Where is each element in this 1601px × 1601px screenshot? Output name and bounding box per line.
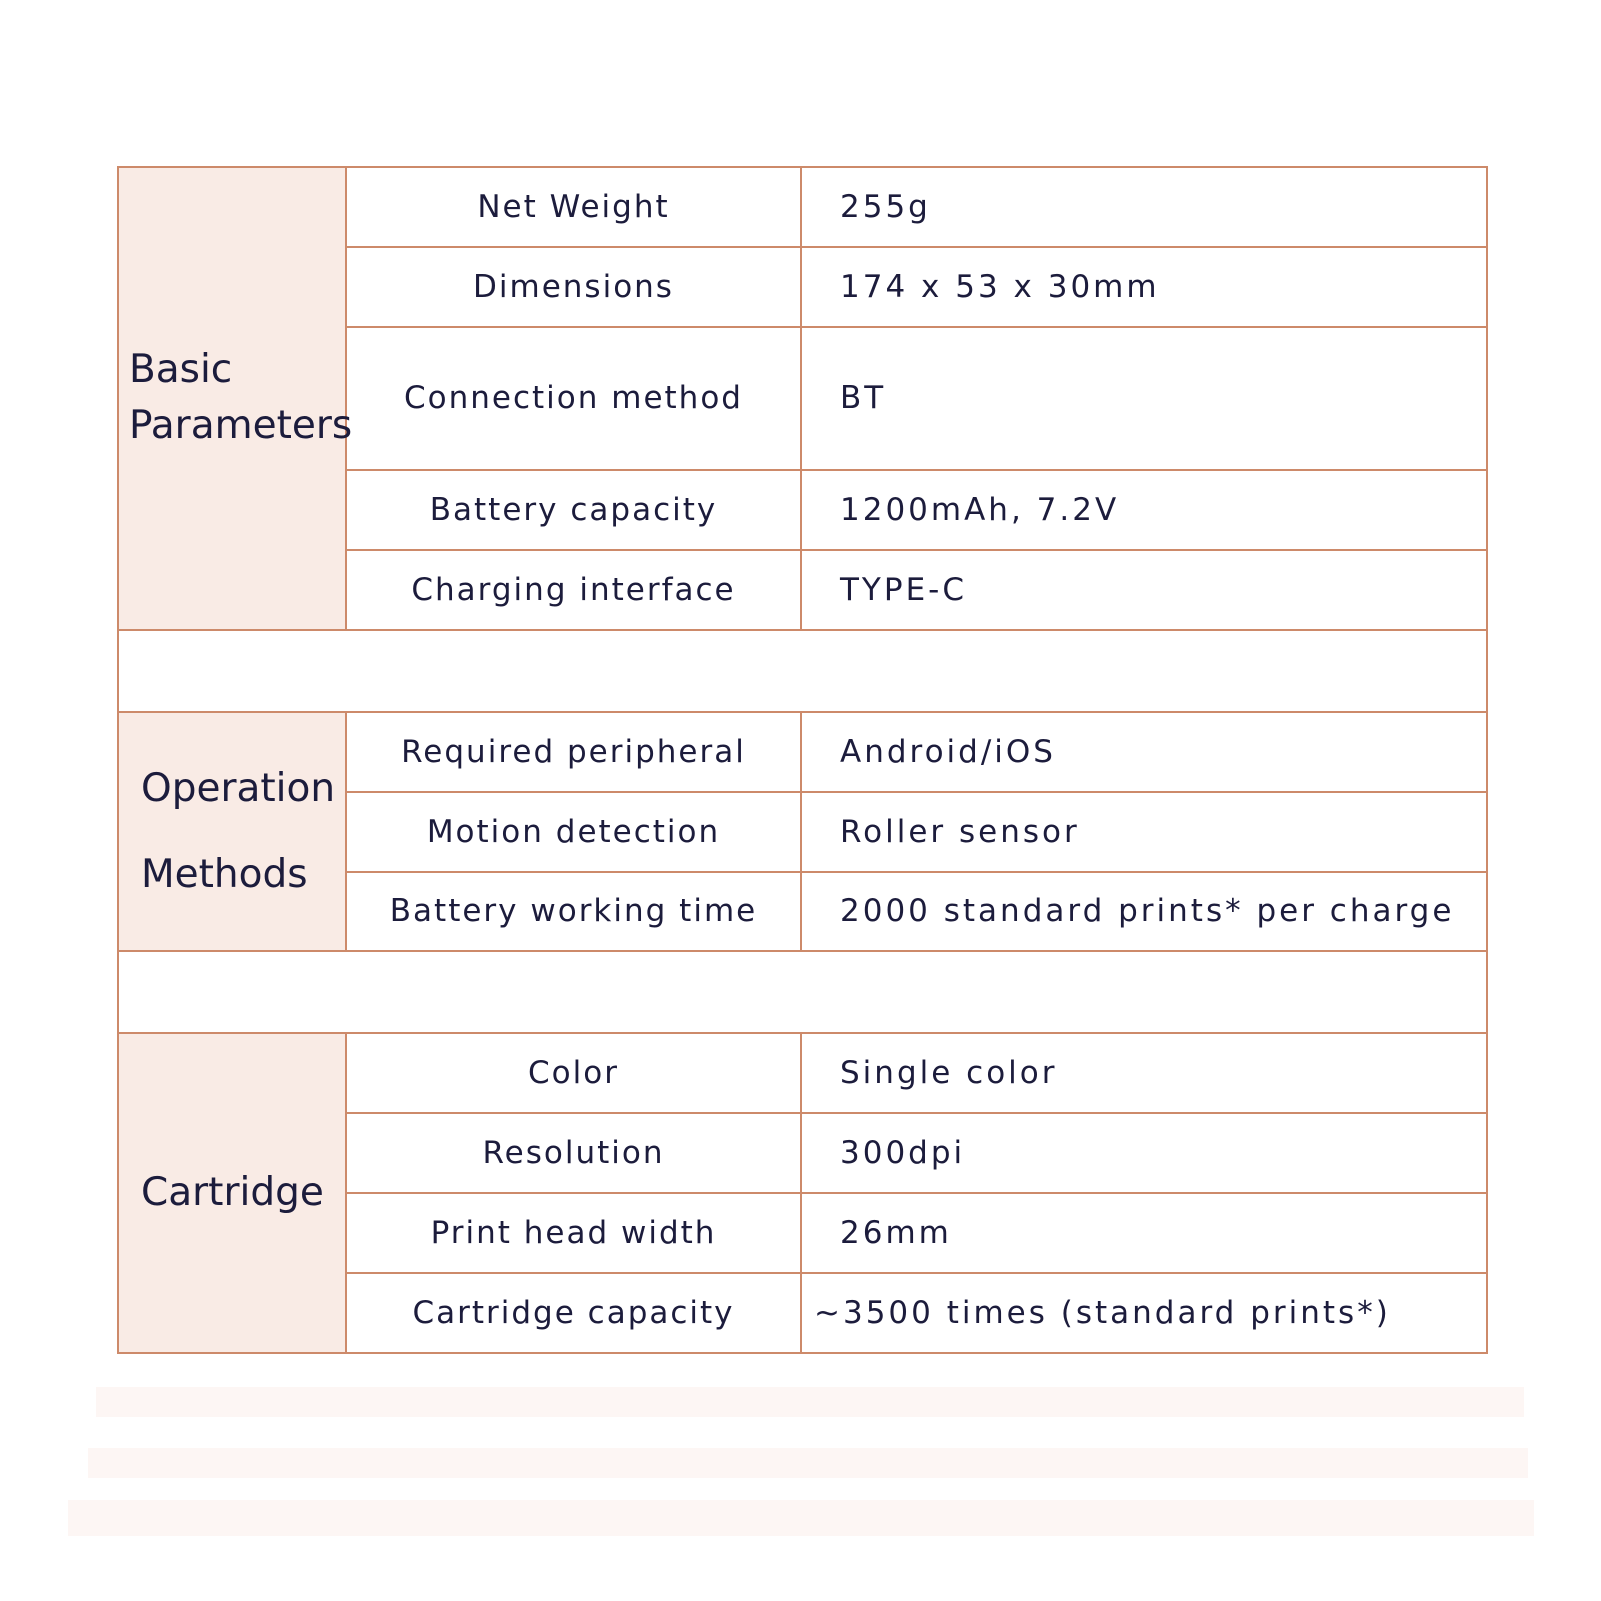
empty-cell <box>118 951 1487 1033</box>
decorative-band <box>88 1448 1528 1478</box>
spec-value: 174 x 53 x 30mm <box>801 247 1487 327</box>
spec-value: 255g <box>801 167 1487 247</box>
spec-label: Connection method <box>346 327 801 470</box>
spec-label: Color <box>346 1033 801 1113</box>
spec-value: Roller sensor <box>801 792 1487 872</box>
decorative-band <box>68 1500 1534 1536</box>
spacer-row <box>118 951 1487 1033</box>
spec-label: Net Weight <box>346 167 801 247</box>
spec-value: 26mm <box>801 1193 1487 1273</box>
spec-value: 300dpi <box>801 1113 1487 1193</box>
spec-label: Battery working time <box>346 872 801 952</box>
spec-label: Charging interface <box>346 550 801 630</box>
table-row <box>118 712 1487 792</box>
spec-value: 2000 standard prints* per charge <box>801 872 1487 952</box>
spec-value: Single color <box>801 1033 1487 1113</box>
category-operation-methods: Operation Methods <box>118 712 346 952</box>
spec-label: Resolution <box>346 1113 801 1193</box>
spec-value: 1200mAh, 7.2V <box>801 470 1487 550</box>
spec-label: Battery capacity <box>346 470 801 550</box>
spec-value: BT <box>801 327 1487 470</box>
spec-label: Dimensions <box>346 247 801 327</box>
table-row <box>118 167 1487 247</box>
table-row <box>118 1033 1487 1113</box>
category-cartridge: Cartridge <box>118 1033 346 1353</box>
spec-value: Android/iOS <box>801 712 1487 792</box>
decorative-band <box>96 1387 1524 1417</box>
spec-value: ~3500 times (standard prints*) <box>801 1273 1487 1353</box>
spec-label: Required peripheral <box>346 712 801 792</box>
empty-cell <box>118 630 1487 712</box>
spec-label: Motion detection <box>346 792 801 872</box>
spacer-row <box>118 630 1487 712</box>
category-basic-parameters: Basic Parameters <box>118 167 346 630</box>
spec-table <box>117 166 1488 1354</box>
spec-label: Cartridge capacity <box>346 1273 801 1353</box>
spec-value: TYPE-C <box>801 550 1487 630</box>
spec-label: Print head width <box>346 1193 801 1273</box>
